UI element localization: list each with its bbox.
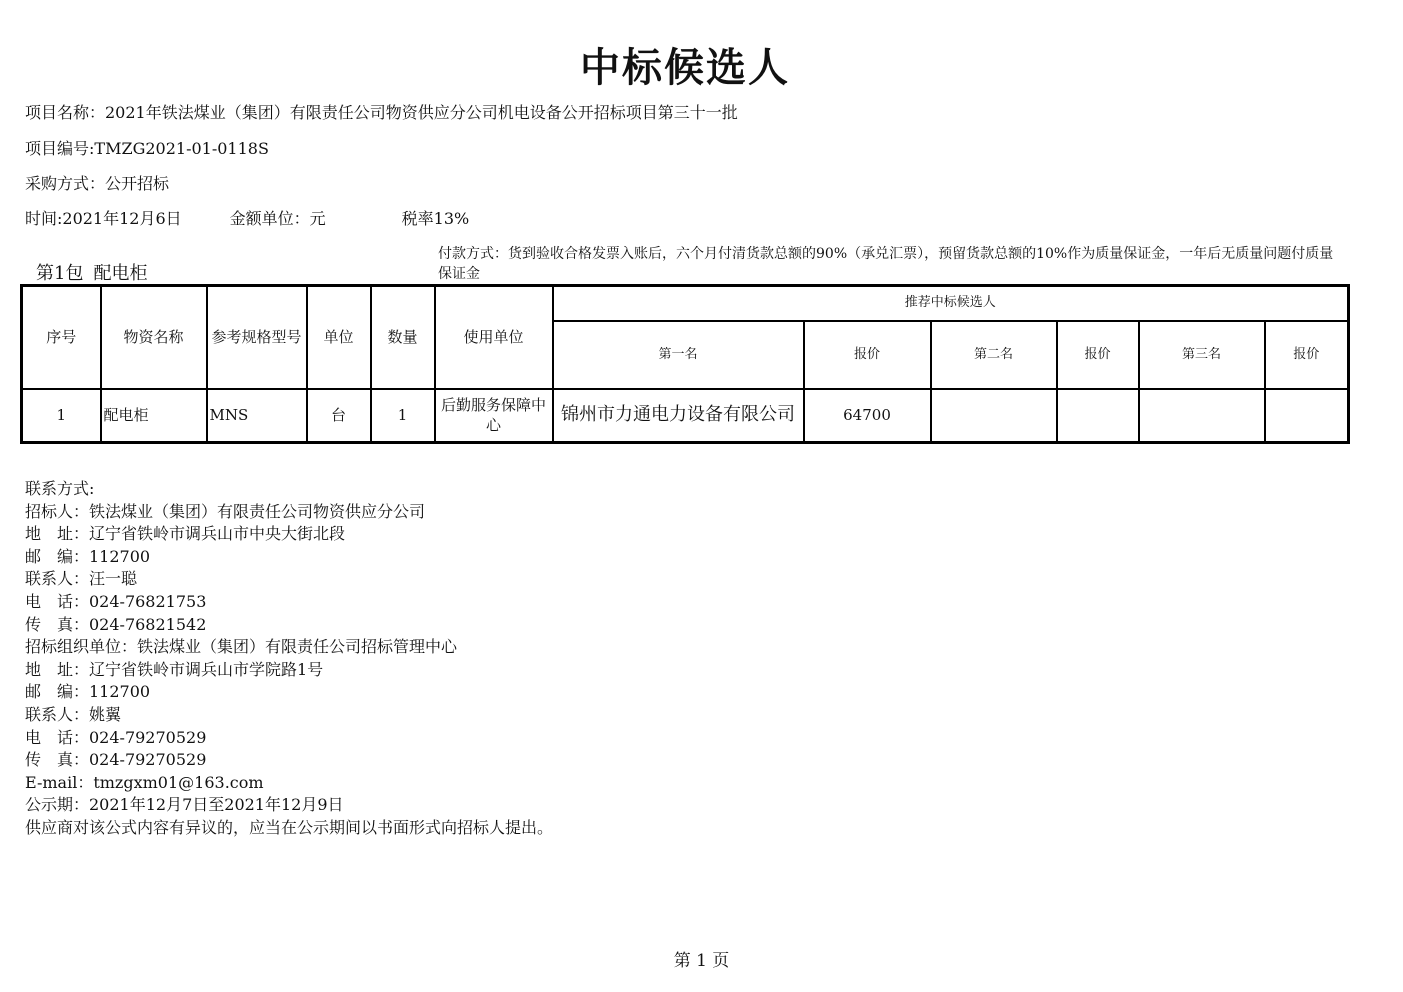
header-first: 第一名 bbox=[553, 321, 804, 389]
bid-table bbox=[20, 284, 1350, 444]
tenderer-zip: 邮 编：112700 bbox=[25, 546, 151, 566]
tenderer-fax: 传 真：024-76821542 bbox=[25, 614, 207, 634]
header-qty: 数量 bbox=[371, 286, 435, 389]
header-user: 使用单位 bbox=[435, 286, 553, 389]
agency-fax: 传 真：024-79270529 bbox=[25, 750, 207, 770]
header-recommended: 推荐中标候选人 bbox=[553, 286, 1349, 321]
table-row bbox=[22, 389, 1349, 443]
tenderer: 招标人：铁法煤业（集团）有限责任公司物资供应分公司 bbox=[25, 501, 426, 521]
header-spec: 参考规格型号 bbox=[207, 286, 307, 389]
header-third: 第三名 bbox=[1139, 321, 1265, 389]
agency: 招标组织单位：铁法煤业（集团）有限责任公司招标管理中心 bbox=[25, 637, 458, 657]
cell-material: 配电柜 bbox=[101, 389, 207, 443]
header-material: 物资名称 bbox=[101, 286, 207, 389]
header-row-1 bbox=[22, 286, 1349, 321]
header-price2: 报价 bbox=[1057, 321, 1139, 389]
project-name: 项目名称：2021年铁法煤业（集团）有限责任公司物资供应分公司机电设备公开招标项目第三十一批 bbox=[25, 103, 738, 122]
package-label bbox=[36, 262, 147, 286]
cell-unit: 台 bbox=[307, 389, 371, 443]
header-unit: 单位 bbox=[307, 286, 371, 389]
agency-address: 地 址：辽宁省铁岭市调兵山市学院路1号 bbox=[25, 659, 324, 679]
cell-price3 bbox=[1265, 389, 1349, 443]
cell-seq: 1 bbox=[22, 389, 101, 443]
cell-user: 后勤服务保障中心 bbox=[435, 389, 553, 443]
cell-spec: MNS bbox=[207, 389, 307, 443]
email: E-mail：tmzgxm01@163.com bbox=[25, 772, 264, 792]
tax-rate: 税率13% bbox=[401, 209, 470, 228]
currency-unit: 金额单位：元 bbox=[229, 209, 326, 228]
project-code: 项目编号:TMZG2021-01-0118S bbox=[25, 139, 269, 158]
package-number: 第1包 bbox=[36, 263, 84, 284]
contact-heading: 联系方式: bbox=[25, 479, 95, 498]
publicity-period: 公示期：2021年12月7日至2021年12月9日 bbox=[25, 795, 344, 815]
cell-second bbox=[931, 389, 1057, 443]
agency-zip: 邮 编：112700 bbox=[25, 682, 151, 702]
cell-third bbox=[1139, 389, 1265, 443]
cell-price2 bbox=[1057, 389, 1139, 443]
package-name: 配电柜 bbox=[93, 263, 148, 284]
agency-phone: 电 话：024-79270529 bbox=[25, 727, 207, 747]
agency-contact-person: 联系人：姚翼 bbox=[25, 704, 122, 724]
procurement-method: 采购方式：公开招标 bbox=[25, 174, 170, 193]
header-price3: 报价 bbox=[1265, 321, 1349, 389]
page-title: 中标候选人 bbox=[580, 44, 790, 91]
contact-section bbox=[25, 478, 553, 840]
header-second: 第二名 bbox=[931, 321, 1057, 389]
cell-qty: 1 bbox=[371, 389, 435, 443]
payment-terms: 付款方式：货到验收合格发票入账后，六个月付清货款总额的90%（承兑汇票），预留货款总额的10%作为质量保证金，一年后无质量问题付质量保证金 bbox=[438, 246, 1334, 282]
tenderer-phone: 电 话：024-76821753 bbox=[25, 591, 207, 611]
header-seq: 序号 bbox=[22, 286, 101, 389]
page-number: 第 1 页 bbox=[673, 951, 730, 971]
tenderer-address: 地 址：辽宁省铁岭市调兵山市中央大街北段 bbox=[25, 524, 346, 544]
header-price1: 报价 bbox=[804, 321, 931, 389]
date: 时间:2021年12月6日 bbox=[25, 209, 182, 228]
time-currency-tax-line bbox=[25, 208, 469, 230]
tenderer-contact-person: 联系人：汪一聪 bbox=[25, 569, 138, 589]
cell-price1: 64700 bbox=[804, 389, 931, 443]
objection-note: 供应商对该公式内容有异议的，应当在公示期间以书面形式向招标人提出。 bbox=[25, 817, 554, 837]
cell-first: 锦州市力通电力设备有限公司 bbox=[553, 389, 804, 443]
